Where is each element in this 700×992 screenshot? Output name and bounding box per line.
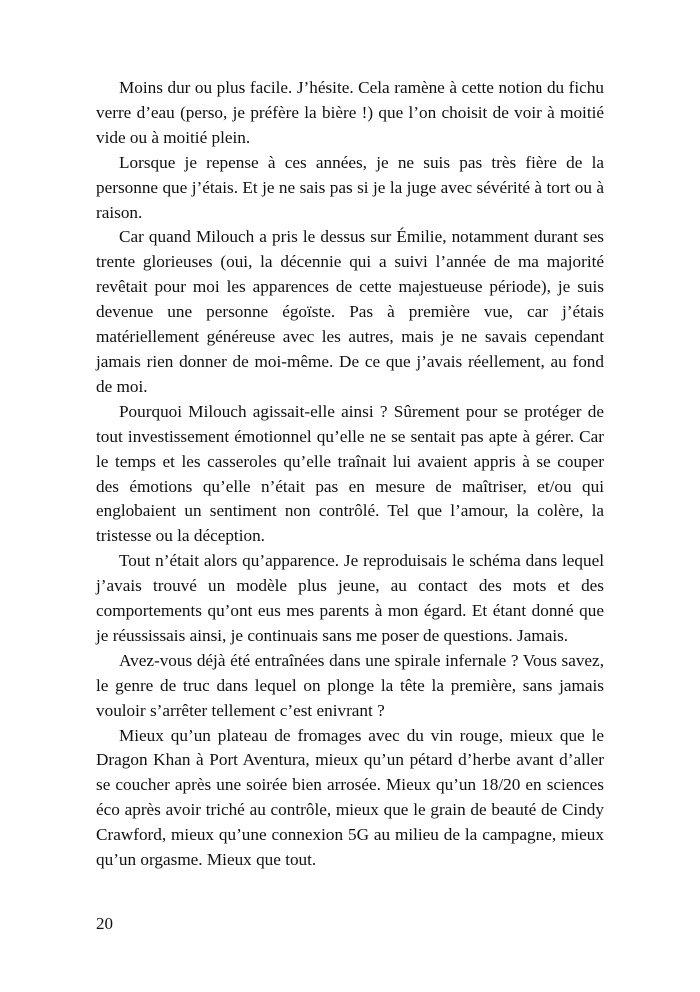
paragraph: Pourquoi Milouch agissait-elle ainsi ? Sûrement pour se protéger de tout investissement émotionnel qu’elle ne se sentait pas apte à gérer. Car le temps et les casseroles qu’elle traînait lui avaient appris à se couper des émotions qu’elle n’était pas en mesure de maîtriser, et/ou qui englobaient un sentiment non contrôlé. Tel que l’amour, la colère, la tristesse ou la déception. [96,401,604,546]
body-text [96,76,604,873]
paragraph: Car quand Milouch a pris le dessus sur Émilie, notamment durant ses trente glorieuses (oui, la décennie qui a suivi l’année de ma majorité revêtait pour moi les apparences de cette majestueuse période), je suis devenue une personne égoïste. Pas à première vue, car j’étais matériellement généreuse avec les autres, mais je ne savais cependant jamais rien donner de moi-même. De ce que j’avais réellement, au fond de moi. [96,227,604,396]
paragraph: Moins dur ou plus facile. J’hésite. Cela ramène à cette notion du fichu verre d’eau (perso, je préfère la bière !) que l’on choisit de voir à moitié vide ou à moitié plein. [96,78,604,147]
paragraph: Tout n’était alors qu’apparence. Je reproduisais le schéma dans lequel j’avais trouvé un modèle plus jeune, au contact des mots et des comportements qu’ont eus mes parents à mon égard. Et étant donné que je réussissais ainsi, je continuais sans me poser de questions. Jamais. [96,551,604,645]
page-number: 20 [96,914,113,933]
paragraph: Lorsque je repense à ces années, je ne suis pas très fière de la personne que j’étais. Et je ne sais pas si je la juge avec sévérité à tort ou à raison. [96,152,604,222]
paragraph: Avez-vous déjà été entraînées dans une spirale infernale ? Vous savez, le genre de truc dans lequel on plonge la tête la première, sans jamais vouloir s’arrêter tellement c’est enivrant ? [96,650,604,720]
paragraph: Mieux qu’un plateau de fromages avec du vin rouge, mieux que le Dragon Khan à Port Aventura, mieux qu’un pétard d’herbe avant d’aller se coucher après une soirée bien arrosée. Mieux qu’un 18/20 en sciences éco après avoir triché au contrôle, mieux que le grain de beauté de Cindy Crawford, mieux qu’une connexion 5G au milieu de la campagne, mieux qu’un orgasme. Mieux que tout. [96,725,604,870]
